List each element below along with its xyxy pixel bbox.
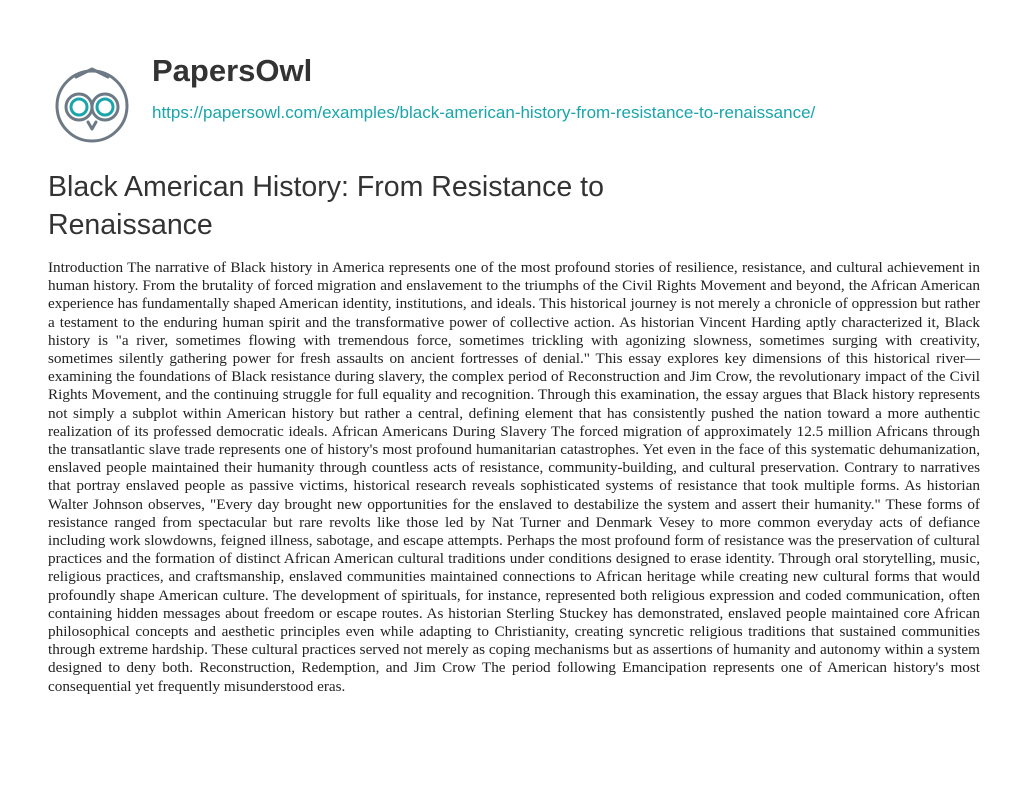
- page-title: Black American History: From Resistance to Renaissance: [48, 171, 604, 241]
- brand-name: PapersOwl: [152, 53, 313, 88]
- essay-body: Introduction The narrative of Black history in America represents one of the most profound stories of resilience, resistance, and cultural achievement in human history. From the brutality of forced migration and enslavement to the triumphs of the Civil Rights Movement and beyond, the African American experience has fundamentally shaped American identity, institutions, and ideals. This historical journey is not merely a chronicle of oppression but rather a testament to the enduring human spirit and the transformative power of collective action. As historian Vincent Harding aptly characterized it, Black history is "a river, sometimes flowing with tremendous force, sometimes trickling with agonizing slowness, sometimes surging with creativity, sometimes silently gathering power for fresh assaults on ancient fortresses of denial." This essay explores key dimensions of this historical river—examining the foundations of Black resistance during slavery, the complex period of Reconstruction and Jim Crow, the revolutionary impact of the Civil Rights Movement, and the continuing struggle for full equality and recognition. Through this examination, the essay argues that Black history represents not simply a subplot within American history but rather a central, defining element that has consistently pushed the nation toward a more authentic realization of its professed democratic ideals. African Americans During Slavery The forced migration of approximately 12.5 million Africans through the transatlantic slave trade represents one of history's most profound humanitarian catastrophes. Yet even in the face of this systematic dehumanization, enslaved people maintained their humanity through countless acts of resistance, community-building, and cultural preservation. Contrary to narratives that portray enslaved people as passive victims, historical research reveals sophisticated systems of resistance that took multiple forms. As historian Walter Johnson observes, "Every day brought new opportunities for the enslaved to destabilize the system and assert their humanity." These forms of resistance ranged from spectacular but rare revolts like those led by Nat Turner and Denmark Vesey to more common everyday acts of defiance including work slowdowns, feigned illness, sabotage, and escape attempts. Perhaps the most profound form of resistance was the preservation of cultural practices and the formation of distinct African American cultural traditions under conditions designed to erase identity. Through oral storytelling, music, religious practices, and craftsmanship, enslaved communities maintained connections to African heritage while creating new cultural forms that would profoundly shape American culture. The development of spirituals, for instance, represented both religious expression and coded communication, often containing hidden messages about freedom or escape routes. As historian Sterling Stuckey has demonstrated, enslaved people maintained core African philosophical concepts and aesthetic principles even while adapting to Christianity, creating syncretic religious traditions that sustained communities through extreme hardship. These cultural practices served not merely as coping mechanisms but as assertions of humanity and autonomy within a system designed to deny both. Reconstruction, Redemption, and Jim Crow The period following Emancipation represents one of American history's most consequential yet frequently misunderstood eras.: [48, 259, 980, 695]
- site-header: [48, 53, 1008, 146]
- page-url-link[interactable]: https://papersowl.com/examples/black-american-history-from-resistance-to-renaissance/: [152, 103, 816, 122]
- owl-face-icon: [48, 62, 136, 150]
